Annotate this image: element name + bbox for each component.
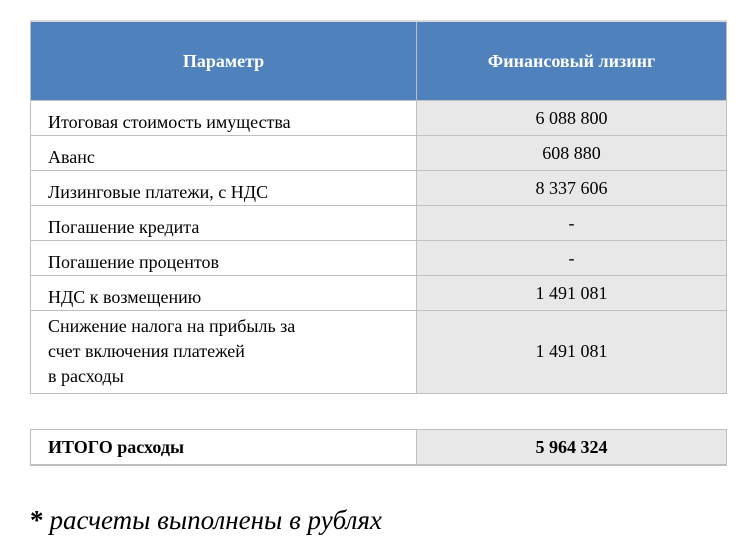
spacer-row: [31, 394, 727, 430]
row-value: 8 337 606: [417, 171, 727, 206]
row-label: [31, 171, 417, 206]
row-label-line: Лизинговые платежи, с НДС: [48, 182, 269, 202]
footnote: [30, 505, 382, 536]
table-header-row: [31, 21, 727, 101]
leasing-comparison-sheet: [30, 20, 726, 466]
total-label: ИТОГО расходы: [31, 430, 417, 466]
row-label: [31, 276, 417, 311]
footnote-text: расчеты выполнены в рублях: [49, 505, 382, 535]
row-value: 608 880: [417, 136, 727, 171]
row-label: [31, 311, 417, 394]
spacer-cell: [31, 394, 727, 430]
table-row: [31, 171, 727, 206]
row-label-line: Погашение кредита: [48, 217, 200, 237]
table-row: [31, 101, 727, 136]
row-label: [31, 206, 417, 241]
row-label-line: Снижение налога на прибыль за: [48, 316, 296, 336]
row-value: 6 088 800: [417, 101, 727, 136]
row-label: [31, 136, 417, 171]
table-row: [31, 276, 727, 311]
row-label-line: Итоговая стоимость имущества: [48, 112, 291, 132]
row-label: [31, 101, 417, 136]
table-row: [31, 241, 727, 276]
row-value: -: [417, 206, 727, 241]
row-label-line: счет включения платежей: [48, 341, 245, 361]
row-label-line: НДС к возмещению: [48, 287, 202, 307]
table-row: [31, 311, 727, 394]
row-value: 1 491 081: [417, 311, 727, 394]
row-value: -: [417, 241, 727, 276]
row-label: [31, 241, 417, 276]
leasing-table: [30, 20, 727, 466]
header-parameter: Параметр: [31, 21, 417, 101]
row-label-line: Аванс: [48, 147, 95, 167]
row-label-line: Погашение процентов: [48, 252, 219, 272]
table-row: [31, 206, 727, 241]
total-row: [31, 430, 727, 466]
footnote-star: *: [30, 505, 44, 535]
table-row: [31, 136, 727, 171]
header-financial-leasing: Финансовый лизинг: [417, 21, 727, 101]
total-value: 5 964 324: [417, 430, 727, 466]
row-label-line: в расходы: [48, 366, 124, 386]
row-value: 1 491 081: [417, 276, 727, 311]
